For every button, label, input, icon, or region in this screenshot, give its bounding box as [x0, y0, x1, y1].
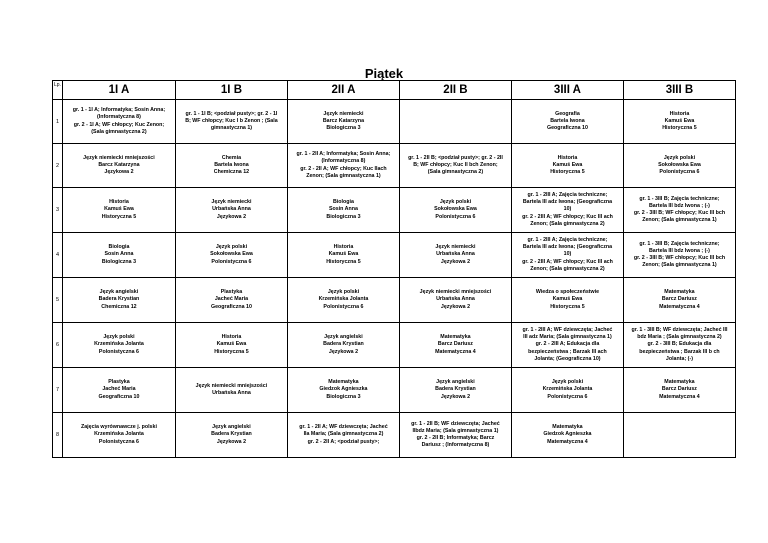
lesson-cell: [511, 278, 623, 323]
lesson-text: Barcz Katarzyna: [98, 161, 140, 168]
table-row: [53, 188, 736, 233]
lesson-text: gr. 2 - 2II A; WF chłopcy; Kuc IIach: [300, 165, 387, 172]
lesson-text: Chemiczna 12: [213, 169, 250, 176]
lesson-cell: [62, 413, 175, 458]
lesson-text: (Informatyczna 8): [321, 158, 366, 165]
lesson-text: gr. 2 - 2III A; WF chłopcy; Kuc III ach: [522, 213, 613, 220]
lesson-text: Zenon; (Sala gimnastyczna 2): [530, 220, 605, 227]
lesson-cell: [623, 144, 735, 188]
lesson-text: Język angielski: [212, 424, 251, 431]
lesson-text: Bartela Iwona: [550, 117, 585, 124]
lesson-text: Chemia: [221, 154, 242, 161]
lesson-text: Historyczna 5: [550, 169, 585, 176]
lesson-cell: [287, 368, 399, 413]
lesson-text: Krzemińska Jolanta: [94, 431, 144, 438]
lesson-cell: [62, 188, 175, 233]
lesson-text: (Sala gimnastyczna 2): [427, 169, 484, 176]
lesson-text: Giedzok Agnieszka: [319, 386, 368, 393]
lesson-cell: [623, 188, 735, 233]
lesson-text: gr. 2 - 1I A; WF chłopcy; Kuc Zenon;: [73, 121, 165, 128]
lesson-text: bezpieczeństwa ; Barzak III b ch: [639, 348, 720, 355]
lesson-cell: [287, 100, 399, 144]
lesson-text: gr. 1 - 3III B; WF dziewczęta; Jacheć III: [631, 326, 728, 333]
lesson-text: Matematyka: [664, 379, 695, 386]
lesson-text: Kamuś Ewa: [552, 296, 583, 303]
lesson-text: Historia: [669, 110, 690, 117]
lesson-text: Zenon; (Sala gimnastyczna 1): [642, 217, 717, 224]
lesson-text: Język polski: [327, 289, 360, 296]
day-title: Piątek: [364, 66, 404, 81]
lesson-number: 5: [53, 278, 63, 323]
lesson-text: Język niemiecki: [323, 110, 364, 117]
lesson-text: Badera Krystian: [211, 431, 252, 438]
lesson-number: 4: [53, 233, 63, 278]
lesson-text: Geografia: [555, 110, 580, 117]
lesson-text: Bartela III adz Iwona; (Geograficzna: [522, 244, 613, 251]
lesson-text: gr. 1 - 2II B; WF dziewczęta; Jacheć: [411, 420, 500, 427]
lesson-cell: [623, 323, 735, 368]
lesson-cell: [175, 368, 287, 413]
lesson-text: Historyczna 5: [101, 213, 137, 220]
lesson-text: Język niemiecki mniejszości: [83, 154, 155, 161]
lesson-text: gr. 2 - 2III A; Edukacja dla: [535, 341, 600, 348]
lesson-text: Kamuś Ewa: [328, 251, 359, 258]
lesson-text: Językowa 2: [216, 438, 247, 445]
lesson-text: Biologia: [108, 244, 130, 251]
lesson-text: Barcz Katarzyna: [322, 117, 365, 124]
lesson-text: gr. 2 - 2II A; <podział pusty>;: [307, 438, 380, 445]
lesson-text: gimnastyczna 1): [210, 125, 253, 132]
lesson-number: 6: [53, 323, 63, 368]
lesson-text: gr. 2 - 2III A; WF chłopcy; Kuc III ach: [522, 258, 613, 265]
lesson-cell: [399, 413, 511, 458]
lesson-text: gr. 1 - 2II A; WF dziewczęta; Jacheć: [299, 424, 388, 431]
lesson-text: bdz Maria ; (Sala gimnastyczna 2): [637, 334, 722, 341]
lesson-number: 7: [53, 368, 63, 413]
lesson-cell: [511, 100, 623, 144]
lesson-cell: [175, 188, 287, 233]
lesson-cell: [511, 368, 623, 413]
lesson-text: Urbańska Anna: [436, 251, 475, 258]
lesson-cell: [287, 233, 399, 278]
lesson-cell: [175, 100, 287, 144]
lesson-text: gr. 1 - 2II A; Informatyka; Sosin Anna;: [296, 151, 391, 158]
lesson-text: Bartela III bdz Iwona ; (-): [648, 247, 710, 254]
lesson-text: IIbdz Maria; (Sala gimnastyczna 1): [412, 427, 499, 434]
lesson-number: 3: [53, 188, 63, 233]
lesson-cell: [623, 100, 735, 144]
lesson-text: Urbańska Anna: [212, 206, 251, 213]
lesson-number: 1: [53, 100, 63, 144]
lesson-text: Język angielski: [99, 289, 139, 296]
lesson-cell: [511, 323, 623, 368]
lesson-text: Polonistyczna 6: [435, 213, 476, 220]
lesson-text: Plastyka: [220, 289, 243, 296]
lesson-cell: [623, 278, 735, 323]
lesson-text: Sosin Anna: [328, 206, 358, 213]
lesson-text: Barcz Dariusz: [437, 341, 473, 348]
lesson-text: bezpieczeństwa ; Barzak III ach: [528, 348, 607, 355]
lesson-text: gr. 1 - 2II B; <podział pusty>; gr. 2 - 2II: [408, 154, 503, 161]
lesson-text: Polonistyczna 6: [98, 348, 139, 355]
lesson-cell: [511, 413, 623, 458]
lesson-cell: [399, 368, 511, 413]
lesson-text: gr. 1 - 2III A; Zajęcia techniczne;: [527, 191, 608, 198]
lesson-text: Matematyczna 4: [435, 348, 476, 355]
table-row: [53, 323, 736, 368]
lesson-text: Historyczna 5: [550, 303, 585, 310]
table-row: [53, 278, 736, 323]
lesson-text: Język niemiecki: [435, 244, 476, 251]
lesson-text: Biologia: [333, 199, 354, 206]
lesson-text: Plastyka: [108, 379, 130, 386]
lesson-text: gr. 2 - 2II B; Informatyka; Barcz: [416, 435, 495, 441]
lesson-number: 2: [53, 144, 63, 188]
lesson-text: Biologiczna 3: [101, 258, 137, 265]
lesson-text: Kamuś Ewa: [104, 206, 134, 213]
lesson-text: Język polski: [663, 154, 696, 161]
lesson-text: Język niemiecki mniejszości: [195, 382, 268, 389]
lesson-text: Matematyczna 4: [659, 393, 700, 400]
lesson-text: Język niemiecki mniejszości: [419, 289, 492, 296]
lesson-text: Giedzok Agnieszka: [543, 431, 592, 438]
lesson-text: Geograficzna 10: [546, 125, 588, 132]
lesson-cell: [62, 144, 175, 188]
lesson-cell: [623, 413, 735, 458]
lesson-text: Język niemiecki: [211, 199, 252, 206]
lesson-text: Historyczna 5: [662, 125, 697, 132]
lesson-cell: [175, 233, 287, 278]
lesson-cell: [287, 278, 399, 323]
lesson-text: gr. 2 - 3III B; WF chłopcy; Kuc III bch: [633, 210, 726, 216]
lesson-text: Kamuś Ewa: [664, 117, 695, 124]
lesson-text: Zenon; (Sala gimnastyczna 1): [642, 262, 717, 269]
class-header: 2II B: [399, 81, 511, 100]
table-row: [53, 144, 736, 188]
lesson-cell: [287, 323, 399, 368]
lesson-text: Dariusz ; (Informatyczna 8): [421, 442, 490, 449]
lesson-text: (Sala gimnastyczna 2): [91, 128, 147, 135]
lesson-cell: [399, 144, 511, 188]
lesson-cell: [287, 188, 399, 233]
lesson-text: Wiedza o społeczeństwie: [535, 289, 600, 296]
lesson-text: Historia: [109, 199, 129, 206]
lesson-text: Językowa 2: [440, 303, 471, 310]
lesson-cell: [175, 323, 287, 368]
lesson-text: IIa Maria; (Sala gimnastyczna 2): [303, 431, 384, 438]
lesson-text: Geograficzna 10: [210, 303, 252, 310]
lesson-text: Urbańska Anna: [436, 296, 475, 303]
lesson-text: (Informatyczna 8): [97, 114, 141, 121]
lesson-text: Krzemińska Jolanta: [94, 341, 144, 348]
lesson-text: gr. 2 - 3III B; Edukacja dla: [647, 341, 712, 348]
lesson-cell: [287, 413, 399, 458]
lesson-text: Badera Krystian: [435, 386, 476, 393]
lesson-text: Język angielski: [324, 334, 363, 341]
lesson-text: Jacheć Maria: [102, 386, 136, 393]
lesson-cell: [623, 368, 735, 413]
lesson-text: Matematyka: [328, 379, 359, 386]
lesson-text: Kamuś Ewa: [216, 341, 247, 348]
lesson-text: Krzemińska Jolanta: [318, 296, 369, 303]
lesson-cell: [175, 413, 287, 458]
lesson-text: B; WF chłopcy; Kuc I b Zenon ; (Sala: [185, 117, 278, 124]
lesson-text: III adz Maria; (Sala gimnastyczna 1): [523, 334, 612, 341]
lesson-text: B; WF chłopcy; Kuc II bch Zenon;: [413, 161, 498, 168]
lesson-text: gr. 2 - 3III B; WF chłopcy; Kuc III bch: [633, 255, 726, 261]
lesson-cell: [62, 233, 175, 278]
lesson-text: Historia: [333, 244, 354, 251]
lesson-cell: [287, 144, 399, 188]
lesson-text: Polonistyczna 6: [323, 303, 364, 310]
lesson-text: Matematyka: [664, 289, 695, 296]
lesson-text: Język angielski: [436, 379, 475, 386]
lesson-text: Kamuś Ewa: [552, 161, 583, 168]
table-row: [53, 233, 736, 278]
lesson-text: Bartela III adz Iwona; (Geograficzna: [522, 199, 613, 206]
lesson-text: Chemiczna 12: [101, 303, 137, 310]
class-header: 2II A: [287, 81, 399, 100]
table-row: [53, 368, 736, 413]
lesson-text: Barcz Dariusz: [661, 296, 697, 303]
lesson-cell: [62, 278, 175, 323]
lesson-text: Język polski: [215, 244, 248, 251]
lesson-text: Językowa 2: [328, 348, 359, 355]
lesson-text: Zenon; (Sala gimnastyczna 2): [530, 265, 605, 272]
lesson-cell: [511, 144, 623, 188]
lesson-text: Polonistyczna 6: [211, 258, 252, 265]
lesson-text: Matematyka: [440, 334, 471, 341]
lesson-text: Sokołowska Ewa: [210, 251, 253, 258]
lesson-text: Badera Krystian: [98, 296, 140, 303]
lesson-cell: [62, 368, 175, 413]
lesson-cell: [62, 323, 175, 368]
lesson-text: Historyczna 5: [326, 258, 361, 265]
lesson-text: Badera Krystian: [323, 341, 364, 348]
lesson-text: Zenon; (Sala gimnastyczna 1): [306, 172, 381, 179]
lesson-text: Język polski: [551, 379, 584, 386]
lesson-text: 10): [563, 206, 572, 213]
class-header: 1I A: [62, 81, 175, 100]
lesson-cell: [511, 233, 623, 278]
lesson-text: gr. 1 - 3III B; Zajęcia techniczne;: [639, 240, 720, 247]
lesson-cell: [175, 144, 287, 188]
header-row: [53, 81, 736, 100]
lesson-text: Językowa 2: [440, 393, 471, 400]
class-header: 1I B: [175, 81, 287, 100]
lesson-cell: [399, 233, 511, 278]
lesson-text: Jacheć Maria: [214, 296, 249, 303]
lesson-text: Geograficzna 10: [98, 393, 140, 400]
lesson-text: Biologiczna 3: [326, 213, 361, 220]
lesson-text: Urbańska Anna: [212, 390, 251, 396]
lesson-text: Językowa 2: [104, 169, 134, 176]
lp-header: Lp.: [53, 81, 63, 100]
table-row: [53, 100, 736, 144]
lesson-cell: [623, 233, 735, 278]
lesson-text: Sosin Anna: [104, 251, 134, 258]
timetable: [52, 80, 736, 458]
lesson-text: Jolanta; (-): [665, 355, 693, 362]
lesson-cell: [399, 100, 511, 144]
lesson-text: Język polski: [103, 334, 135, 341]
lesson-cell: [399, 278, 511, 323]
lesson-text: Historia: [221, 334, 242, 341]
table-row: [53, 413, 736, 458]
lesson-text: Krzemińska Jolanta: [542, 386, 593, 393]
lesson-text: Sokołowska Ewa: [434, 206, 477, 213]
lesson-text: gr. 1 - 1I B; <podział pusty>; gr. 2 - 1I: [185, 110, 278, 117]
lesson-text: Biologiczna 3: [326, 125, 361, 132]
lesson-cell: [511, 188, 623, 233]
lesson-cell: [62, 100, 175, 144]
class-header: 3III B: [623, 81, 735, 100]
lesson-text: gr. 1 - 2III A; Zajęcia techniczne;: [527, 236, 608, 243]
lesson-text: 10): [563, 251, 572, 258]
timetable-body: [53, 100, 736, 458]
lesson-number: 8: [53, 413, 63, 458]
lesson-text: Polonistyczna 6: [659, 169, 700, 176]
lesson-text: Bartela Iwona: [214, 161, 249, 168]
lesson-cell: [175, 278, 287, 323]
lesson-text: Bartela III bdz Iwona ; (-): [648, 202, 710, 209]
lesson-text: Jolanta; (Geograficzna 10): [534, 355, 601, 362]
lesson-text: Zajęcia wyrównawcze j. polski: [80, 424, 157, 431]
lesson-text: Matematyczna 4: [547, 438, 588, 445]
lesson-text: Barcz Dariusz: [661, 386, 697, 393]
lesson-text: Matematyka: [552, 424, 583, 431]
lesson-text: Język polski: [439, 199, 472, 206]
lesson-cell: [399, 188, 511, 233]
class-header: 3III A: [511, 81, 623, 100]
lesson-text: Historyczna 5: [214, 348, 249, 355]
lesson-text: Historia: [557, 154, 578, 161]
lesson-text: gr. 1 - 3III B; Zajęcia techniczne;: [639, 195, 720, 202]
lesson-text: Biologiczna 3: [326, 393, 361, 400]
lesson-text: Językowa 2: [440, 258, 471, 265]
lesson-text: Sokołowska Ewa: [658, 161, 701, 168]
lesson-text: Matematyczna 4: [659, 303, 700, 310]
lesson-cell: [399, 323, 511, 368]
lesson-text: Polonistyczna 6: [547, 393, 588, 400]
lesson-text: gr. 1 - 1I A; Informatyka; Sosin Anna;: [72, 107, 166, 114]
lesson-text: gr. 1 - 2III A; WF dziewczęta; Jacheć: [522, 326, 613, 333]
lesson-text: Językowa 2: [216, 213, 247, 220]
lesson-text: Polonistyczna 6: [98, 438, 139, 445]
